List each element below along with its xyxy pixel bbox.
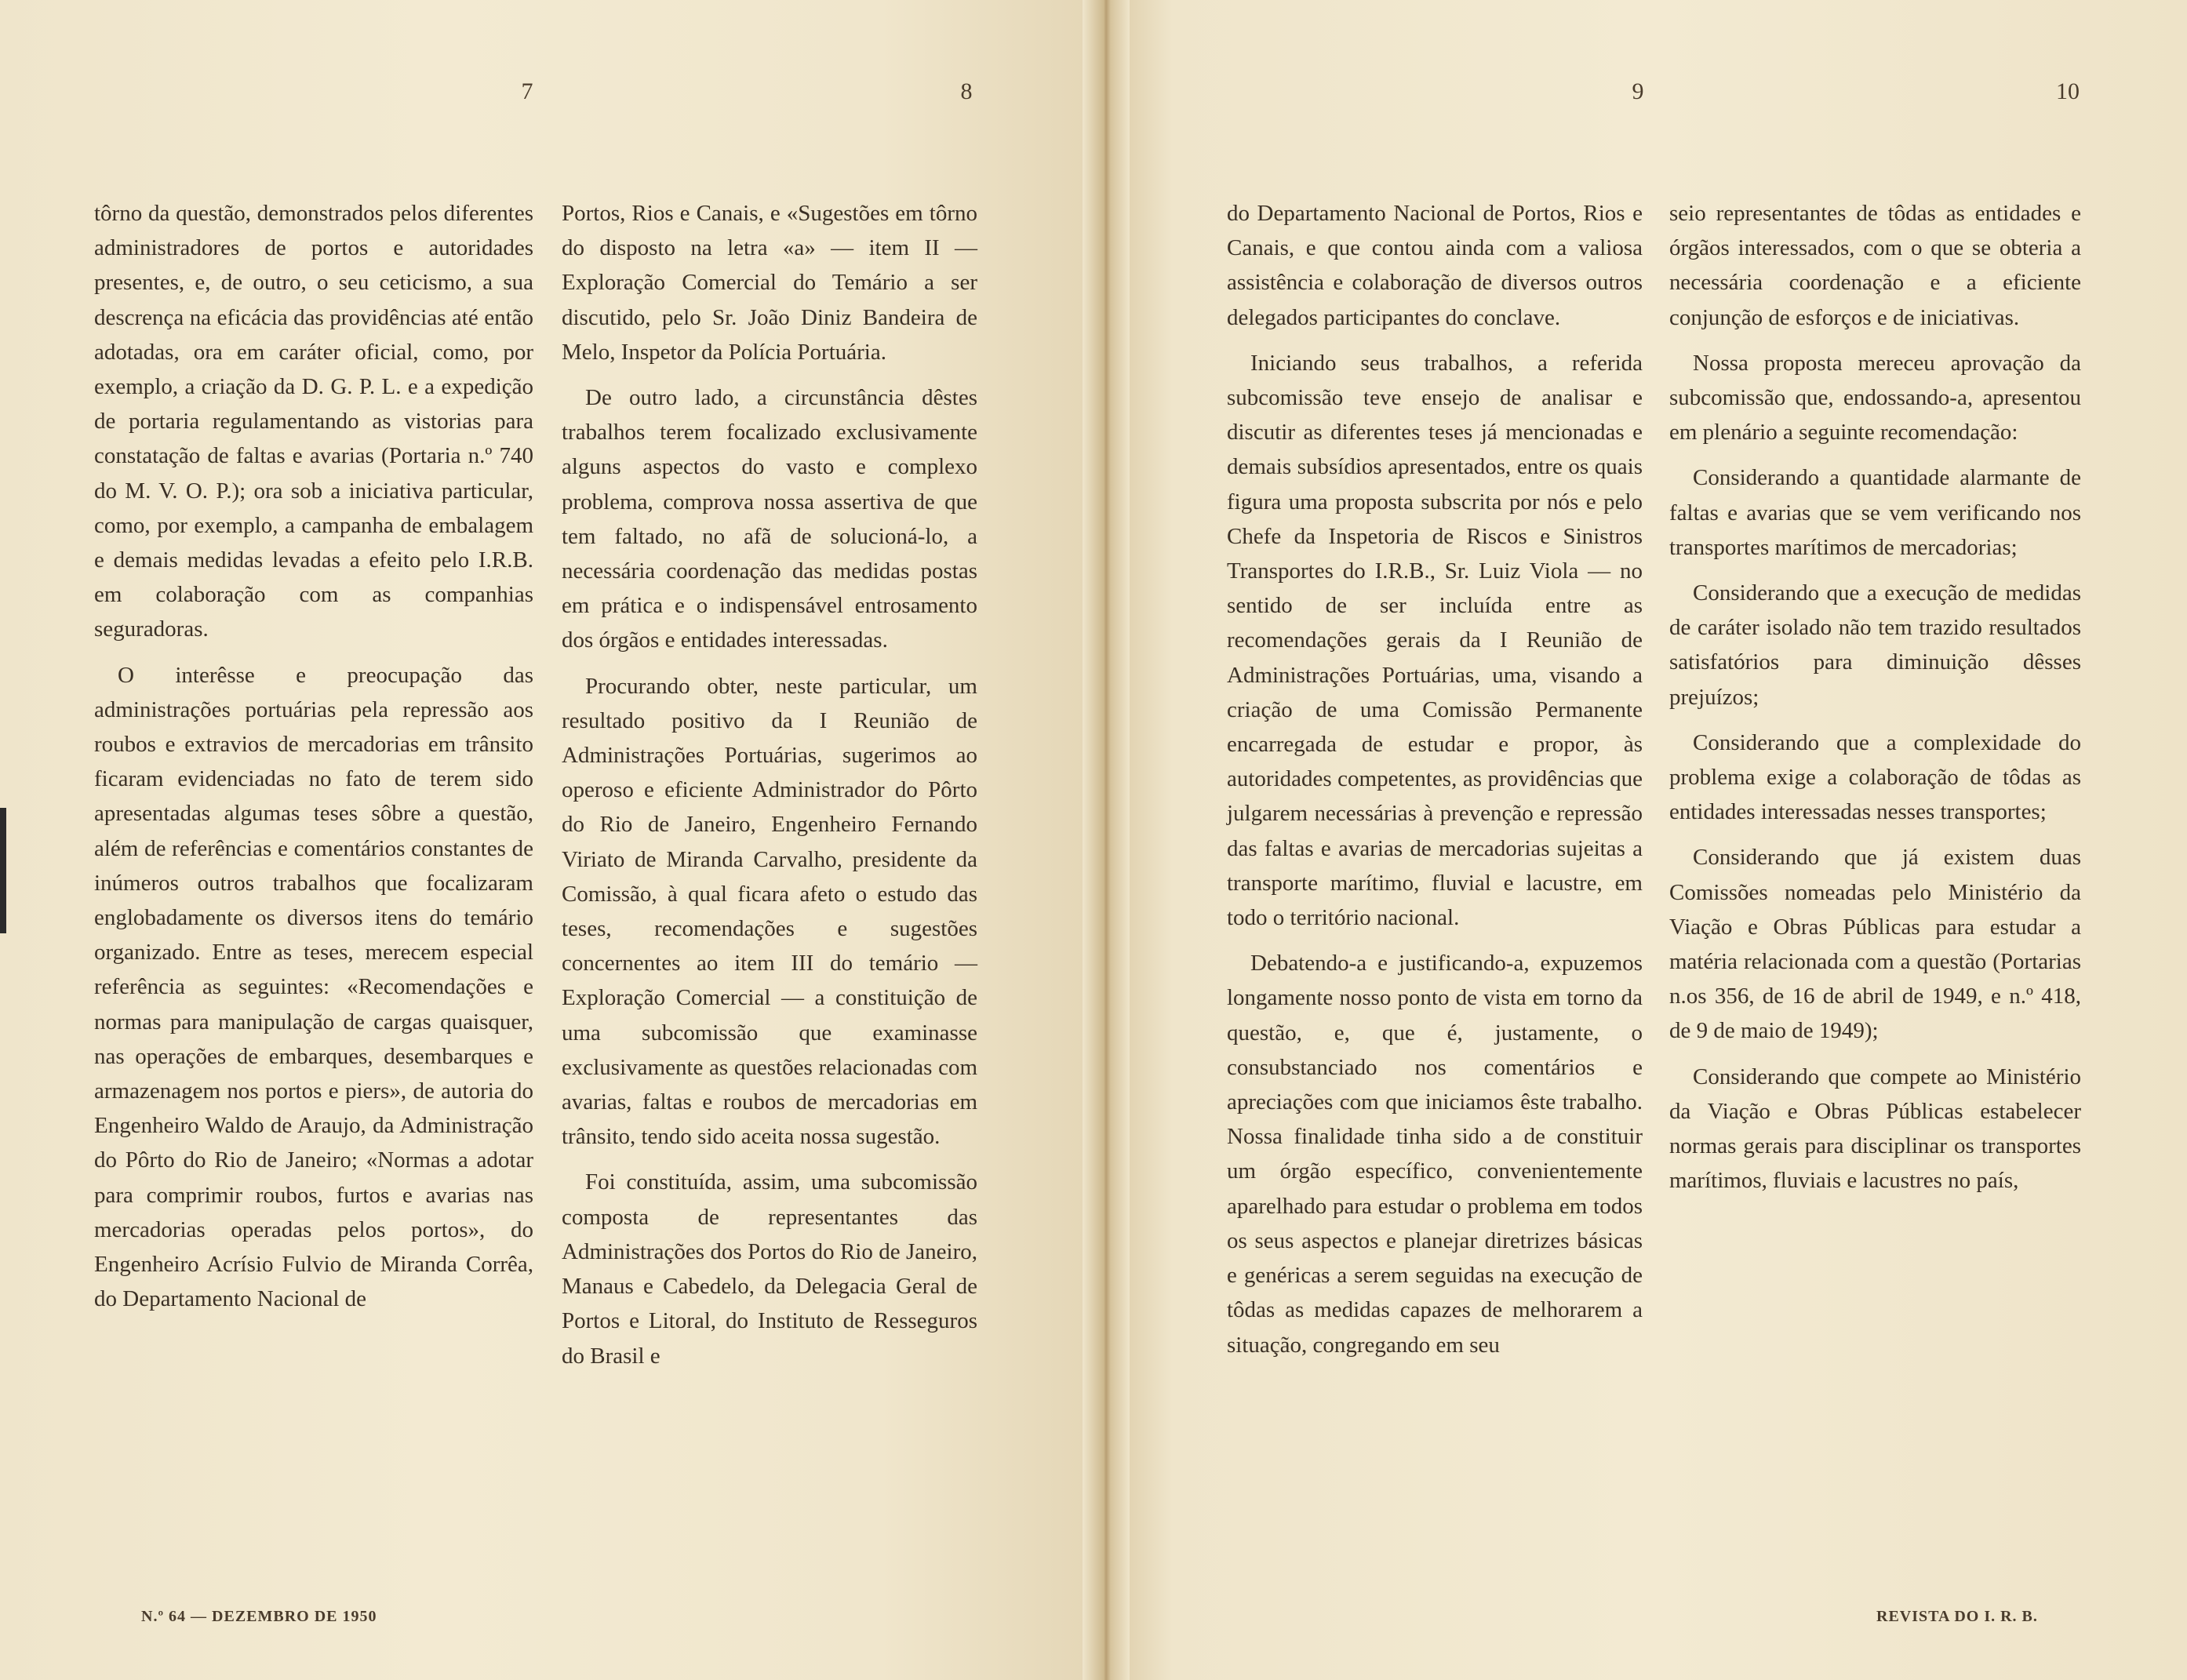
paragraph: Considerando que já existem duas Comissões nomeadas pelo Ministério da Viação e Obras Públicas para estudar a matéria relacionada com a questão (Portarias n.os 356, de 16 de abril de 1949, e n.º 418, de 9 de maio de 1949);: [1669, 845, 2081, 1044]
paragraph: Foi constituída, assim, uma subcomissão composta de representantes das Administrações dos Portos do Rio de Janeiro, Manaus e Cabedelo, da Delegacia Geral de Portos e Litoral, do Instituto de Resseguros do Brasil e: [562, 1169, 977, 1369]
paragraph: Considerando que a execução de medidas de caráter isolado não tem trazido resultados satisfatórios para diminuição dêsses prejuízos;: [1669, 580, 2081, 710]
footer-journal-name: REVISTA DO I. R. B.: [1876, 1608, 2038, 1625]
page-number-7: 7: [521, 78, 533, 104]
paragraph: O interêsse e preocupação das administrações portuárias pela repressão aos roubos e extravios de mercadorias em trânsito ficaram evidenciadas no fato de terem sido apresentadas algumas teses sôbre a questão, além de referências e comentários constantes de inúmeros outros trabalhos que focalizaram englobadamente os diversos itens do temário organizado. Entre as teses, merecem especial referência as seguintes: «Recomendações e normas para manipulação de cargas quaisquer, nas operações de embarques, desembarques e armazenagem nos portos e piers», de autoria do Engenheiro Waldo de Araujo, da Administração do Pôrto do Rio de Janeiro; «Normas a adotar para comprimir roubos, furtos e avarias nas mercadorias operadas pelos portos», do Engenheiro Acrísio Fulvio de Miranda Corrêa, do Departamento Nacional de: [94, 662, 533, 1312]
footer-issue-date: N.º 64 — DEZEMBRO DE 1950: [141, 1608, 377, 1625]
paragraph: do Departamento Nacional de Portos, Rios e Canais, e que contou ainda com a valiosa assistência e colaboração de diversos outros delegados participantes do conclave.: [1227, 201, 1643, 330]
paragraph: Portos, Rios e Canais, e «Sugestões em tôrno do disposto na letra «a» — item II — Exploração Comercial do Temário a ser discutido, pelo Sr. João Diniz Bandeira de Melo, Inspetor da Polícia Portuária.: [562, 201, 977, 365]
book-gutter: [1083, 0, 1130, 1680]
paragraph: tôrno da questão, demonstrados pelos diferentes administradores de portos e autoridades presentes, e, de outro, o seu ceticismo, a sua descrença na eficácia das providências até então adotadas, ora em caráter oficial, como, por exemplo, a criação da D. G. P. L. e a expedição de portaria regulamentando as vistorias para constatação de faltas e avarias (Portaria n.º 740 do M. V. O. P.); ora sob a iniciativa particular, como, por exemplo, a campanha de embalagem e demais medidas levadas a efeito pelo I.R.B. em colaboração com as companhias seguradoras.: [94, 201, 533, 642]
text-column-page-9: [1227, 196, 1643, 1373]
paragraph: De outro lado, a circunstância dêstes trabalhos terem focalizado exclusivamente alguns aspectos do vasto e complexo problema, comprova nossa assertiva de que tem faltado, no afã de solucioná-lo, a necessária coordenação das medidas postas em prática e o indispensável entrosamento dos órgãos e entidades interessadas.: [562, 385, 977, 653]
paragraph: Debatendo-a e justificando-a, expuzemos longamente nosso ponto de vista em torno da questão, e, que é, justamente, o consubstanciado nos comentários e apreciações com que iniciamos êste trabalho. Nossa finalidade tinha sido a de constituir um órgão específico, convenientemente aparelhado para estudar o problema em todos os seus aspectos e planejar diretrizes básicas e genéricas a serem seguidas na execução de tôdas as medidas capazes de melhorarem a situação, congregando em seu: [1227, 951, 1643, 1358]
paragraph: Considerando que a complexidade do problema exige a colaboração de tôdas as entidades interessadas nesses transportes;: [1669, 729, 2081, 825]
paragraph: seio representantes de tôdas as entidades e órgãos interessados, com o que se obteria a necessária coordenação e a eficiente conjunção de esforços e de iniciativas.: [1669, 201, 2081, 330]
paragraph: Iniciando seus trabalhos, a referida subcomissão teve ensejo de analisar e discutir as diferentes teses já mencionadas e demais subsídios apresentados, entre os quais figura uma proposta subscrita por nós e pelo Chefe da Inspetoria de Riscos e Sinistros Transportes do I.R.B., Sr. Luiz Viola — no sentido de ser incluída entre as recomendações gerais da I Reunião de Administrações Portuárias, uma, visando a criação de uma Comissão Permanente encarregada de estudar e propor, às autoridades competentes, as providências que julgarem necessárias à prevenção e repressão das faltas e avarias de mercadorias sujeitas a transporte marítimo, fluvial e lacustre, em todo o território nacional.: [1227, 350, 1643, 931]
text-column-page-7: [94, 196, 533, 1328]
page-edge-mark: [0, 808, 6, 933]
paragraph: Considerando que compete ao Ministério da Viação e Obras Públicas estabelecer normas gerais para disciplinar os transportes marítimos, fluviais e lacustres no país,: [1669, 1064, 2081, 1194]
paragraph: Nossa proposta mereceu aprovação da subcomissão que, endossando-a, apresentou em plenário a seguinte recomendação:: [1669, 350, 2081, 445]
paragraph: Considerando a quantidade alarmante de faltas e avarias que se vem verificando nos transportes marítimos de mercadorias;: [1669, 465, 2081, 560]
paragraph: Procurando obter, neste particular, um resultado positivo da I Reunião de Administrações Portuárias, sugerimos ao operoso e eficiente Administrador do Pôrto do Rio de Janeiro, Engenheiro Fernando Viriato de Miranda Carvalho, presidente da Comissão, à qual ficara afeto o estudo das teses, recomendações e sugestões concernentes ao item III do temário — Exploração Comercial — a constituição de uma subcomissão que examinasse exclusivamente as questões relacionadas com avarias, faltas e roubos de mercadorias em trânsito, tendo sido aceita nossa sugestão.: [562, 673, 977, 1150]
page-number-8: 8: [960, 78, 973, 104]
page-number-9: 9: [1632, 78, 1644, 104]
text-column-page-8: [562, 196, 977, 1384]
text-column-page-10: [1669, 196, 2081, 1209]
page-number-10: 10: [2056, 78, 2080, 104]
